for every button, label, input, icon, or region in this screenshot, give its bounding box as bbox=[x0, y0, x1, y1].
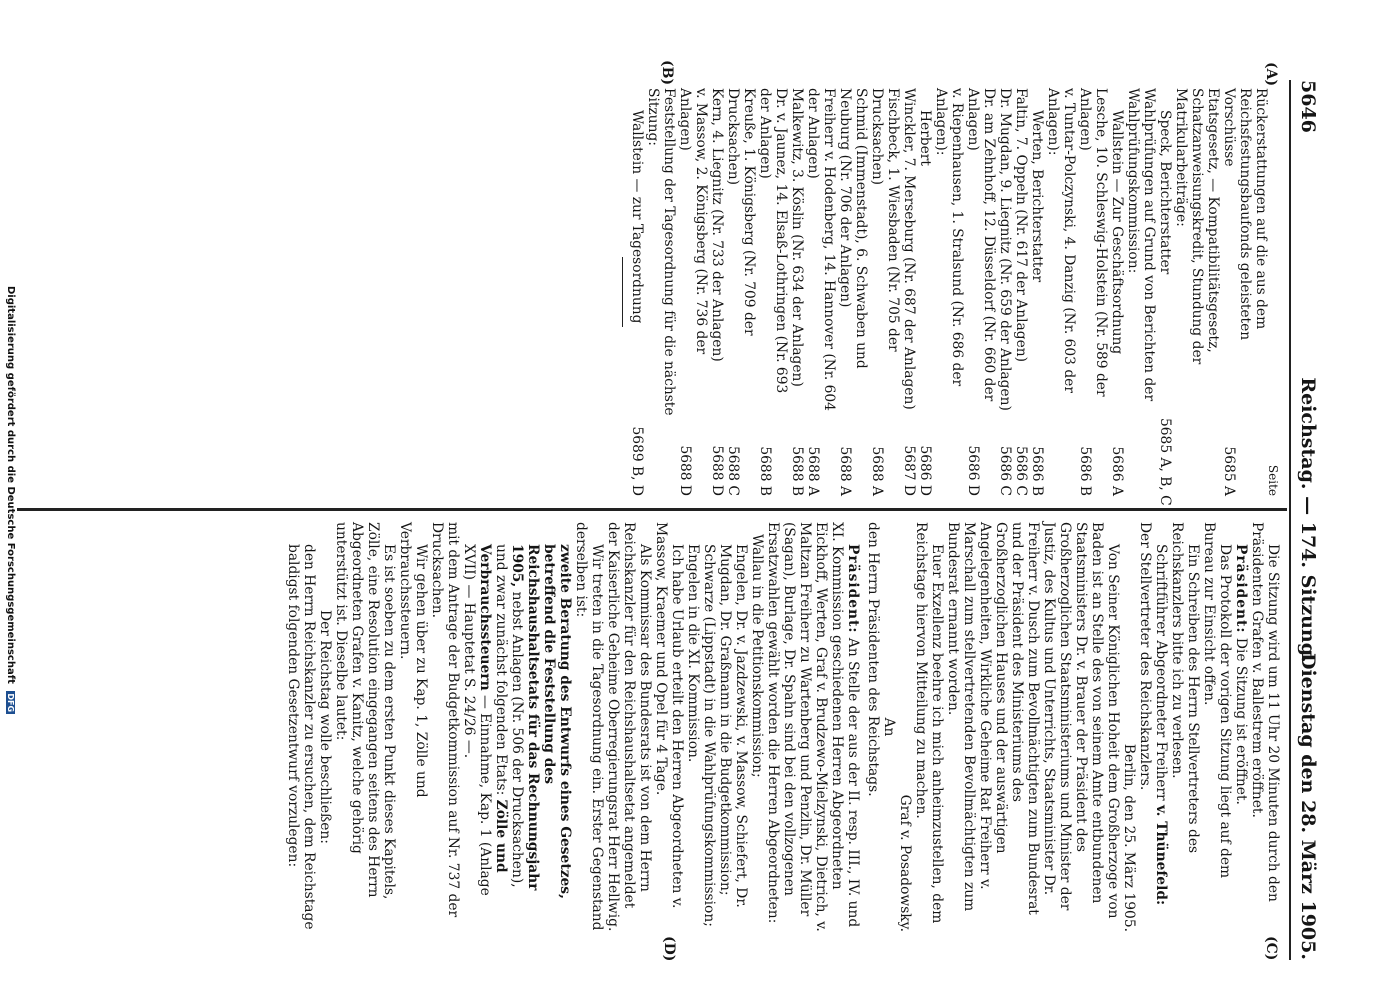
speaker-label: Präsident: bbox=[845, 544, 861, 634]
letter-signature: Graf v. Posadowsky. bbox=[897, 794, 913, 932]
session-date: Dienstag den 28. März 1905. bbox=[1297, 652, 1319, 960]
toc-entry bbox=[629, 88, 645, 496]
addressee-line-1: An bbox=[881, 717, 897, 737]
toc-entry-page: 5688 A bbox=[869, 446, 885, 496]
toc-entry bbox=[997, 88, 1013, 496]
toc-entry-page: 5688 A bbox=[837, 446, 853, 496]
dfg-logo: DFG bbox=[6, 693, 16, 713]
secretary-prefix: Schriftführer Abgeordneter Freiherr bbox=[1153, 544, 1169, 801]
agenda-3-prefix: und zwar zunächst folgenden Etats: bbox=[493, 544, 509, 796]
toc-entry-text: Schmid (Immenstadt), 6. Schwaben und Neuburg (Nr. 706 der Anlagen) bbox=[837, 88, 869, 369]
elected-entry: Wallau in die Petitionskommission; bbox=[749, 534, 765, 778]
toc-entry-text: v. Tuntar-Polczynski, 4. Danzig (Nr. 603 der Anlagen): bbox=[1045, 88, 1077, 393]
toc-entry-text: Fischbeck, 1. Wiesbaden (Nr. 705 der Drucksachen) bbox=[869, 88, 901, 352]
margin-marker-d: (D) bbox=[661, 936, 677, 962]
elected-entry: Engelen in die XI. Kommission. bbox=[685, 544, 701, 763]
toc-entry-page: 5686 D bbox=[917, 445, 933, 496]
credit-text: Digitalisierung gefördert durch die Deutsche Forschungsgemeinschaft bbox=[5, 285, 16, 684]
toc-entry-page: 5688 C bbox=[725, 445, 741, 496]
toc-entry bbox=[965, 88, 997, 496]
toc-entry-page: 5689 B, D bbox=[629, 426, 645, 496]
commissioner-paragraph: Als Kommissar des Bundesrats ist von dem Herrn Reichskanzler für den Reichshaushaltsetat angemeldet der Kaiserliche Geheime Oberregierungsrat Herr Hellwig. bbox=[605, 522, 653, 932]
toc-entry-page: 5686 B bbox=[1029, 446, 1045, 496]
toc-entry-text: Speck, Berichterstatter bbox=[1157, 110, 1173, 275]
toc-entry bbox=[1077, 88, 1109, 496]
secretary-name: v. Thünefeld: bbox=[1153, 805, 1169, 906]
toc-entry bbox=[677, 88, 709, 496]
letter-close: Euer Exzellenz beehre ich mich anheimzustellen, dem Reichstage hiervon Mitteilung zu machen. bbox=[913, 522, 945, 924]
toc-entry-page: 5686 B bbox=[1077, 446, 1093, 496]
letter-intro: Ein Schreiben des Herrn Stellvertreters des Reichskanzlers bitte ich zu verlesen. bbox=[1169, 522, 1201, 854]
agenda-paragraph-1: Wir treten in die Tagesordnung ein. Erster Gegenstand derselben ist: bbox=[573, 522, 605, 931]
toc-entry-text: Kreuße, 1. Königsberg (Nr. 709 der Drucksachen) bbox=[725, 88, 757, 336]
toc-entry-text: Dr. v. Jaunez, 14. Elsaß-Lothringen (Nr. 693 der Anlagen) bbox=[757, 88, 789, 394]
page-number: 5646 bbox=[1297, 80, 1319, 133]
toc-entry bbox=[869, 88, 901, 496]
header-rule bbox=[1289, 80, 1291, 960]
agenda-paragraph-4: Wir gehen über zu Kap. 1, Zölle und Verbrauchssteuern. bbox=[397, 522, 429, 798]
toc-entry bbox=[1173, 88, 1221, 496]
toc-entry bbox=[1109, 88, 1125, 496]
margin-marker-a: (A) bbox=[1263, 62, 1279, 87]
toc-entry bbox=[725, 88, 757, 496]
toc-entry-page: 5686 A bbox=[1109, 446, 1125, 496]
toc-entry-text: Lesche, 10. Schleswig-Holstein (Nr. 589 der Anlagen) bbox=[1077, 88, 1109, 397]
toc-entry-text: Feststellung der Tagesordnung für die nächste Sitzung: bbox=[645, 88, 677, 416]
toc-entry-text: Dr. Mugdan, 9. Liegnitz (Nr. 659 der Anlagen) bbox=[997, 88, 1013, 411]
agenda-3-bold: Zölle und Verbrauchssteuern bbox=[477, 544, 509, 873]
toc-entry-page: 5687 D bbox=[901, 445, 917, 496]
speaker-label: Präsident: bbox=[1233, 544, 1249, 634]
toc-entry-page: 5688 A bbox=[805, 446, 821, 496]
digitization-credit bbox=[5, 0, 16, 1000]
remark-text: Die Sitzung ist eröffnet. bbox=[1233, 637, 1249, 805]
toc-entry bbox=[789, 88, 805, 496]
elected-entry: Engelen, Dr. v. Jazdzewski, v. Massow, Schiefert, Dr. Mugdan, Dr. Graßmann in die Budgetkommission; bbox=[717, 544, 749, 908]
leave-paragraph: Ich habe Urlaub erteilt den Herren Abgeordneten v. Massow, Kraemer und Opel für 4 Tage. bbox=[653, 522, 685, 909]
toc-entry bbox=[1221, 88, 1269, 496]
toc-entry-text: v. Massow, 2. Königsberg (Nr. 736 der Anlagen) bbox=[677, 88, 709, 355]
toc-entry-page: 5688 B bbox=[789, 446, 805, 496]
toc-entry bbox=[1157, 88, 1173, 506]
toc-entry-text: Dr. am Zehnhoff, 12. Düsseldorf (Nr. 660 der Anlagen) bbox=[965, 88, 997, 402]
left-column bbox=[616, 88, 1281, 506]
toc-entry-page: 5688 D bbox=[677, 445, 693, 496]
toc-entry-page: 5686 C bbox=[1013, 445, 1029, 496]
toc-entry-text: Kern, 4. Liegnitz (Nr. 733 der Anlagen) bbox=[709, 88, 725, 362]
addressee-line-2: den Herrn Präsidenten des Reichstags. bbox=[865, 522, 881, 797]
toc-entry-text: Wahlprüfungen auf Grund von Berichten der Wahlprüfungskommission: bbox=[1125, 88, 1157, 402]
agenda-3-suffix: — Einnahme, Kap. 1 (Anlage XVII) — Hauptetat S. 24/26 —. bbox=[461, 544, 493, 896]
toc-entry-text: Werten, Berichterstatter bbox=[1029, 110, 1045, 283]
margin-marker-c: (C) bbox=[1263, 936, 1279, 961]
toc-entry-text: Malkewitz, 3. Köslin (Nr. 634 der Anlagen) bbox=[789, 88, 805, 387]
toc-entry bbox=[805, 88, 837, 496]
toc-entry bbox=[933, 88, 965, 496]
elected-list bbox=[685, 522, 765, 932]
toc-entry bbox=[901, 88, 917, 496]
president-remark-2 bbox=[765, 522, 861, 932]
seite-label: Seite bbox=[1266, 464, 1280, 496]
agenda-bill-suffix: nebst Anlagen (Nr. 506 der Drucksachen), bbox=[509, 591, 525, 888]
agenda-paragraph-2 bbox=[509, 522, 573, 932]
toc-entry-text: Freiherr v. Hodenberg, 14. Hannover (Nr. 604 der Anlagen) bbox=[805, 88, 837, 411]
toc-entry-page: 5686 D bbox=[965, 445, 981, 496]
agenda-bill-title: zweite Beratung des Entwurfs eines Gesetzes, betreffend die Feststellung des Reichshaushaltsetats für das Rechnungsjahr 1905, bbox=[509, 544, 573, 899]
toc-entry-text: Wallstein — zur Tagesordnung bbox=[629, 110, 645, 324]
toc-entry-page: 5688 D bbox=[709, 445, 725, 496]
toc-entry bbox=[917, 88, 933, 496]
table-of-contents bbox=[629, 88, 1269, 506]
opening-paragraph: Die Sitzung wird um 11 Uhr 20 Minuten durch den Präsidenten Grafen v. Ballestrem eröffnet. bbox=[1249, 522, 1281, 902]
resolution-intro: Der Reichstag wolle beschließen: bbox=[317, 610, 333, 844]
toc-entry-text: Etatsgesetz, — Kompatibilitätsgesetz, Schatzanweisungskredit, Stundung der Matrikularbeiträge: bbox=[1173, 88, 1221, 365]
secretary-paragraph bbox=[1153, 522, 1169, 932]
toc-entry-text: Herbert bbox=[917, 110, 933, 166]
president-remark-1 bbox=[1233, 522, 1249, 932]
toc-entry-page: 5688 B bbox=[757, 446, 773, 496]
toc-entry-text: Faltin, 7. Oppeln (Nr. 617 der Anlagen) bbox=[1013, 88, 1029, 363]
toc-entry-page: 5685 A bbox=[1221, 446, 1237, 496]
protocol-paragraph: Das Protokoll der vorigen Sitzung liegt auf dem Bureau zur Einsicht offen. bbox=[1201, 522, 1233, 879]
toc-entry-text: Rückerstattungen auf die aus dem Reichsfestungsbaufonds geleisteten Vorschüsse bbox=[1221, 88, 1269, 341]
agenda-paragraph-5: Es ist soeben zu dem ersten Punkt dieses Kapitels, Zölle, eine Resolution eingegangen seitens des Herrn Abgeordneten Grafen v. Kanitz, welche gehörig unterstützt ist. Dieselbe lautet: bbox=[333, 522, 397, 900]
toc-entry bbox=[709, 88, 725, 496]
toc-entry-text: Wallstein — Zur Geschäftsordnung bbox=[1109, 110, 1125, 355]
toc-entry bbox=[1125, 88, 1157, 496]
letter-title: Der Stellvertreter des Reichskanzlers. bbox=[1137, 522, 1153, 791]
toc-entry bbox=[837, 88, 869, 496]
toc-entry bbox=[645, 88, 677, 496]
rule-note: mit dem Antrage der Budgetkommission auf Nr. 737 der Drucksachen. bbox=[429, 522, 461, 918]
section-rule bbox=[622, 257, 623, 327]
right-column bbox=[285, 522, 1281, 932]
resolution-body: den Herrn Reichskanzler zu ersuchen, dem Reichstage baldigst folgenden Gesetzentwurf vorzulegen: bbox=[285, 544, 317, 930]
toc-entry-text: Winckler, 7. Merseburg (Nr. 687 der Anlagen) bbox=[901, 88, 917, 410]
elected-entry: Schwarze (Lippstadt) in die Wahlprüfungskommission; bbox=[701, 544, 717, 927]
page-header bbox=[1289, 80, 1333, 960]
agenda-paragraph-3 bbox=[461, 522, 509, 932]
toc-entry bbox=[1045, 88, 1077, 496]
letter-body: Von Seiner Königlichen Hoheit dem Großherzoge von Baden ist an Stelle des von seinem Amte entbundenen Staatsministers Dr. v. Brauer der Präsident des Großherzoglichen Staatsministeriums und Minister der Justiz, des Kultus und Unterrichts, Staatsminister Dr. Freiherr v. Dusch zum Bevollmächtigten zum Bundesrat und der Präsident des Ministeriums des Großherzoglichen Hauses und der auswärtigen Angelegenheiten, Wirkliche Geheime Rat Freiherr v. Marschall zum stellvertretenden Bevollmächtigten zum Bundesrat ernannt worden. bbox=[945, 522, 1121, 919]
remark-text: An Stelle der aus der II. resp. III., IV. und XI. Kommission geschiedenen Herren Abgeordneten Eickhoff, Werten, Graf v. Brudzewo-Mielzynski, Dietrich, v. Maltzan Freiherr zu Wartenberg und Penzlin, Dr. Müller (Sagan), Burlage, Dr. Spahn sind bei den vollzogenen Ersatzwahlen gewählt worden die Herren Abgeordneten: bbox=[765, 522, 861, 932]
toc-entry bbox=[757, 88, 789, 496]
toc-entry-text: v. Riepenhausen, 1. Stralsund (Nr. 686 der Anlagen): bbox=[933, 88, 965, 387]
toc-entry-page: 5685 A, B, C bbox=[1157, 418, 1173, 506]
session-title: Reichstag. — 174. Sitzung. bbox=[1297, 377, 1319, 663]
toc-entry bbox=[1013, 88, 1029, 496]
toc-entry-page: 5686 C bbox=[997, 445, 1013, 496]
toc-entry bbox=[1029, 88, 1045, 496]
column-divider bbox=[17, 508, 1287, 511]
margin-marker-b: (B) bbox=[659, 60, 675, 86]
letter-place-date: Berlin, den 25. März 1905. bbox=[1121, 743, 1137, 932]
